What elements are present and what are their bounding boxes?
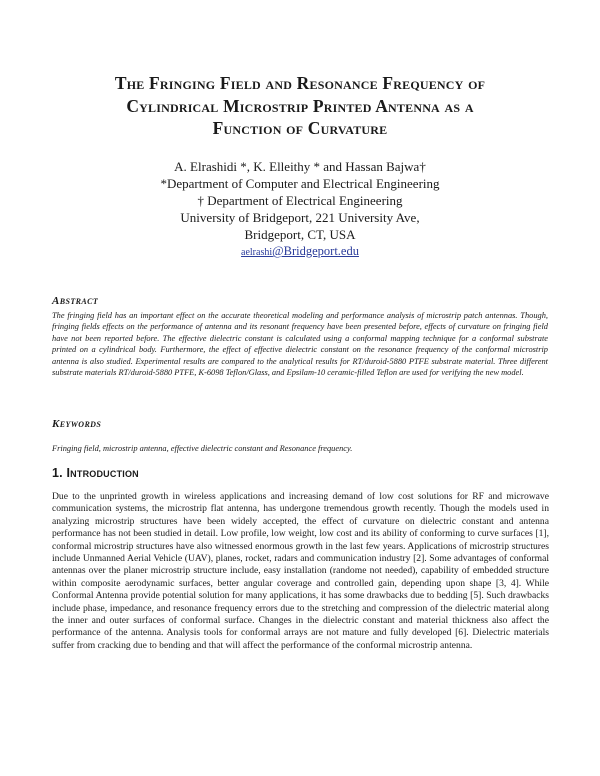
section-heading-introduction: 1. Introduction — [52, 466, 139, 480]
email-handle[interactable]: aelrashi — [241, 247, 273, 258]
author-block — [60, 158, 540, 261]
affiliation-1: *Department of Computer and Electrical Engineering — [160, 176, 440, 191]
introduction-text: Due to the unprinted growth in wireless applications and increasing demand of low cost solutions for RF and microwave communication systems, the microstrip flat antenna, has undergone tremendous growth recently. Though the models used in analyzing microstrip structures have been widely accepted, the effect of curvature on dielectric constant and antenna performance has not been studied in detail. Low profile, low weight, low cost and its ability of conforming to curve surfaces [1], conformal microstrip structures have also witnessed enormous growth in the last few years. Applications of microstrip structures include Unmanned Aerial Vehicle (UAV), planes, rocket, radars and communication industry [2]. Some advantages of conformal antennas over the planer microstrip structure include, easy installation (randome not needed), capability of embedded structure within composite aerodynamic surfaces, better angular coverage and controlled gain, depending upon shape [3, 4]. While Conformal Antenna provide potential solution for many applications, it has some drawbacks due to bedding [5]. Such drawbacks include phase, impedance, and resonance frequency errors due to the stretching and compression of the dielectric material along the inner and outer surfaces of conformal surface. Changes in the dielectric constant and material thickness also affect the performance of the antenna. Analysis tools for conformal arrays are not mature and fully developed [6]. Dielectric materials suffer from cracking due to bending and that will affect the performance of the conformal microstrip antenna. — [52, 491, 549, 651]
address-line-1: University of Bridgeport, 221 University Ave, — [180, 210, 420, 225]
email-domain[interactable]: @Bridgeport.edu — [272, 244, 359, 258]
affiliation-2: † Department of Electrical Engineering — [197, 193, 403, 208]
email-link[interactable] — [60, 243, 540, 261]
title-line-1: The Fringing Field and Resonance Frequency of — [114, 73, 486, 93]
title-line-3: Function of Curvature — [212, 118, 388, 138]
address-line-2: Bridgeport, CT, USA — [244, 227, 356, 242]
abstract-text: The fringing field has an important effect on the accurate theoretical modeling and performance analysis of microstrip patch antennas. Though, fringing fields effects on the performance of antenna and its resonant frequency have been presented before, effects of curvature on fringing field have not been reported before. The effective dielectric constant is calculated using a conformal mapping technique for a conformal substrate printed on a cylindrical body. Furthermore, the effect of effective dielectric constant on the resonance frequency of the conformal microstrip antenna is also studied. Experimental results are compared to the analytical results for RT/duroid-5880 PTFE substrate material. Three different substrate materials RT/duroid-5880 PTFE, K-6098 Teflon/Glass, and Epsilam-10 ceramic-filled Teflon are used for verifying the new model. — [52, 311, 548, 378]
keywords-heading: Keywords — [52, 418, 102, 430]
paper-title — [40, 72, 560, 140]
title-line-2: Cylindrical Microstrip Printed Antenna as a — [126, 95, 474, 116]
keywords-text: Fringing field, microstrip antenna, effective dielectric constant and Resonance frequency. — [52, 444, 353, 453]
author-names: A. Elrashidi *, K. Elleithy * and Hassan Bajwa† — [174, 159, 426, 174]
abstract-heading: Abstract — [52, 295, 99, 307]
